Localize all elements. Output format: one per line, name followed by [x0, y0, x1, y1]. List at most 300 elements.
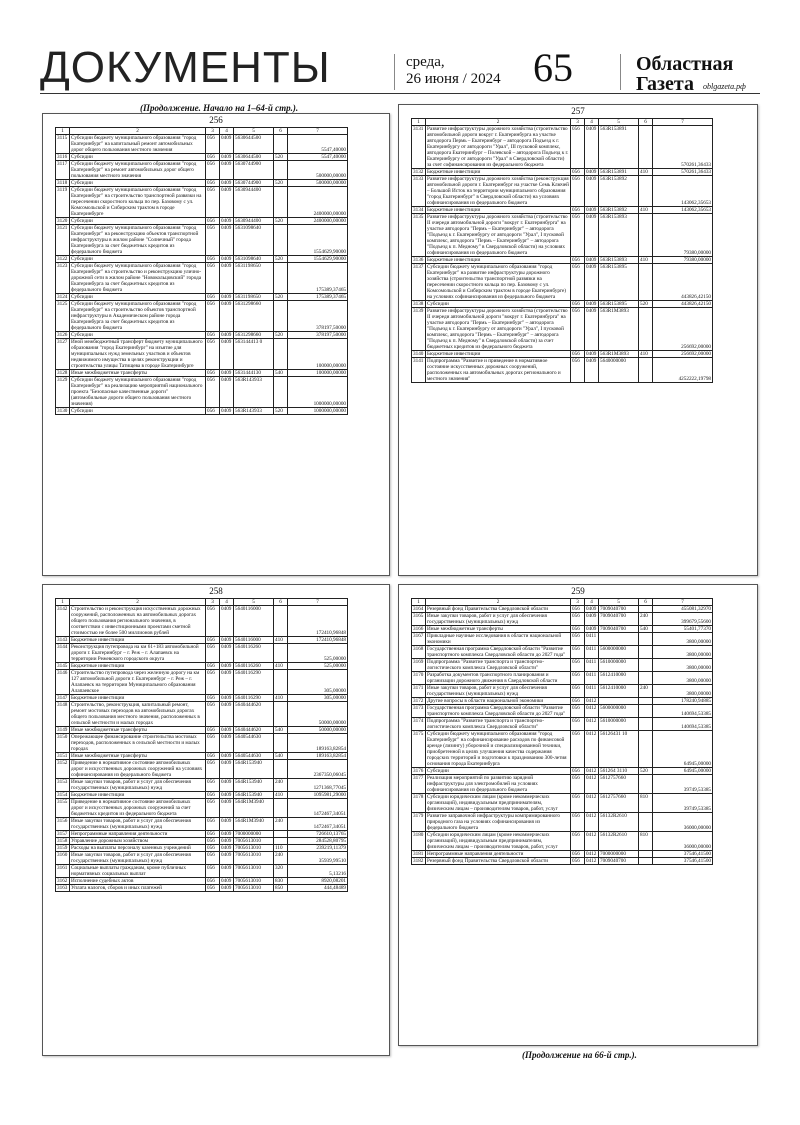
amount: 1472467,34051: [288, 799, 348, 818]
amount: 4252222,19798: [653, 358, 713, 383]
expense-type-code: [274, 799, 288, 818]
expense-type-code: 410: [639, 207, 653, 214]
row-description: Иные закупки товаров, работ и услуг для обеспечения государственных (муниципальных) нужд: [70, 852, 206, 865]
ministry-code: 056: [206, 339, 220, 370]
target-code: 5640116260: [234, 663, 274, 670]
amount: 37546,41500: [653, 851, 713, 858]
ministry-code: 056: [571, 813, 585, 832]
row-number: 3130: [56, 408, 70, 415]
table-row: [412, 775, 713, 794]
target-code: 5640116000: [234, 606, 274, 637]
row-number: 3151: [56, 753, 70, 760]
row-number: 3161: [56, 865, 70, 878]
table-row: [412, 768, 713, 775]
section-code: 0412: [585, 813, 599, 832]
table-row: [56, 180, 348, 187]
ministry-code: 056: [571, 832, 585, 851]
section-code: 0409: [585, 308, 599, 351]
table-row: [56, 845, 348, 852]
row-description: Развитие инфраструктуры дорожного хозяйства (строительство автомобильной дороги вокруг г. Екатеринбурга на участке автодорога Пермь – Екатеринбург – автодорога Подъезд к г. Екатеринбургу от автодороги "Урал", III пусковой комплекс, автодорога Екатеринбург – Полевской – автодорога Подъезд к г. Екатеринбургу от автодороги "Урал" в Свердловской области) за счет софинансирования из федерального бюджета: [426, 126, 571, 169]
ministry-code: 056: [206, 818, 220, 831]
row-description: Иные межбюджетные трансферты: [70, 727, 206, 734]
table-row: [56, 663, 348, 670]
row-number: 3134: [412, 207, 426, 214]
section-code: 0409: [220, 225, 234, 256]
section-code: 0409: [220, 161, 234, 180]
table-row: [56, 377, 348, 408]
expense-type-code: 520: [274, 408, 288, 415]
row-number: 3180: [412, 832, 426, 851]
row-number: 3177: [412, 775, 426, 794]
row-number: 3172: [412, 698, 426, 705]
target-code: 5631444130: [234, 370, 274, 377]
ministry-code: 056: [206, 838, 220, 845]
ministry-code: 056: [206, 865, 220, 878]
amount: 378197,50000: [288, 332, 348, 339]
expense-type-code: [639, 646, 653, 659]
expense-type-code: 520: [274, 154, 288, 161]
amount: 172410,96848: [288, 637, 348, 644]
panel-page-number: 256: [209, 115, 223, 125]
ministry-code: 056: [206, 377, 220, 408]
expense-type-code: 850: [274, 885, 288, 892]
target-code: 7005613010: [234, 845, 274, 852]
row-description: Субсидии бюджету муниципального образования "город Екатеринбург" на реализацию мероприятий национального проекта "Безопасные качественные дороги" (автомобильные дороги общего пользования местного значения): [70, 377, 206, 408]
target-code: 7000000000: [599, 851, 639, 858]
ministry-code: 056: [206, 606, 220, 637]
section-code: 0409: [220, 734, 234, 753]
expense-type-code: [639, 813, 653, 832]
column-header: 5: [234, 599, 274, 606]
amount: 39749,53385: [653, 794, 713, 813]
expense-type-code: [274, 702, 288, 727]
row-description: Иные закупки товаров, работ и услуг для обеспечения государственных (муниципальных) нужд: [426, 685, 571, 698]
section-code: 0412: [585, 698, 599, 705]
target-code: [599, 633, 639, 646]
ministry-code: 056: [206, 408, 220, 415]
ministry-code: 056: [571, 685, 585, 698]
target-code: 5630944400: [234, 187, 274, 218]
row-description: Иные закупки товаров, работ и услуг для обеспечения государственных (муниципальных) нужд: [70, 818, 206, 831]
table-row: [412, 126, 713, 169]
target-code: 5640000000: [599, 358, 639, 383]
section-code: 0412: [585, 731, 599, 768]
target-code: 5640444620: [234, 702, 274, 727]
ministry-code: 056: [206, 370, 220, 377]
expense-type-code: 540: [274, 727, 288, 734]
amount: 1000000,00000: [288, 408, 348, 415]
table-header-row: [56, 128, 348, 135]
row-number: 3138: [412, 301, 426, 308]
target-code: 563R153891: [599, 126, 639, 169]
amount: 36000,00000: [653, 832, 713, 851]
row-description: Опережающее финансирование строительства мостовых переходов, расположенных в сельской местности и малых городах: [70, 734, 206, 753]
expense-type-code: [274, 301, 288, 332]
row-description: Прикладные научные исследования в области национальной экономики: [426, 633, 571, 646]
table-row: [412, 672, 713, 685]
table-row: [56, 792, 348, 799]
row-number: 3181: [412, 851, 426, 858]
section-code: 0411: [585, 685, 599, 698]
column-header: 4: [585, 599, 599, 606]
amount: 55401,77370: [653, 626, 713, 633]
section-code: 0409: [220, 878, 234, 885]
ministry-code: 056: [206, 332, 220, 339]
row-description: Субсидии бюджету муниципального образования "город Екатеринбург" на капитальный ремонт автомобильных дорог общего пользования местного значения: [70, 135, 206, 154]
expense-type-code: 540: [274, 370, 288, 377]
amount: 525,00000: [288, 644, 348, 663]
target-code: 7000000000: [234, 831, 274, 838]
ministry-code: 056: [571, 176, 585, 207]
row-description: Подпрограмма "Развитие транспорта и транспортно-логистического комплекса Свердловской области": [426, 718, 571, 731]
ministry-code: 056: [206, 218, 220, 225]
amount: 256692,00000: [653, 351, 713, 358]
section-code: 0409: [220, 294, 234, 301]
row-description: Резервный фонд Правительства Свердловской области: [426, 606, 571, 613]
table-row: [412, 633, 713, 646]
target-code: 5612410000: [599, 672, 639, 685]
section-code: 0409: [220, 187, 234, 218]
target-code: 7005613010: [234, 852, 274, 865]
target-code: [599, 698, 639, 705]
target-code: 5610000000: [599, 718, 639, 731]
row-description: Другие вопросы в области национальной экономики: [426, 698, 571, 705]
amount: 79380,00000: [653, 257, 713, 264]
ministry-code: 056: [206, 263, 220, 294]
target-code: 5640116290: [234, 695, 274, 702]
amount: 100000,00000: [288, 339, 348, 370]
section-code: 0409: [220, 606, 234, 637]
row-description: Разработка документов транспортного планирования и организации дорожного движения в Свердловской области: [426, 672, 571, 685]
table-row: [412, 659, 713, 672]
row-description: Субсидии: [70, 408, 206, 415]
target-code: 7009040700: [599, 606, 639, 613]
row-description: Непрограммные направления деятельности: [70, 831, 206, 838]
row-number: 3146: [56, 670, 70, 695]
newspaper-site: oblgazeta.рф: [703, 82, 746, 91]
row-description: Субсидии: [70, 218, 206, 225]
table-row: [56, 734, 348, 753]
target-code: 5640116000: [234, 637, 274, 644]
section-code: 0409: [220, 218, 234, 225]
row-number: 3115: [56, 135, 70, 154]
amount: 5547,40000: [288, 135, 348, 154]
section-code: 0409: [220, 637, 234, 644]
amount: 37546,41500: [653, 858, 713, 865]
expense-type-code: 240: [274, 818, 288, 831]
row-number: 3126: [56, 332, 70, 339]
table-row: [412, 718, 713, 731]
row-description: Приведение в нормативное состояние автомобильных дорог и искусственных дорожных сооружений на условиях софинансирования из федерального бюджета: [70, 760, 206, 779]
row-description: Иные межбюджетные трансферты: [426, 626, 571, 633]
table-row: [56, 263, 348, 294]
target-code: 563R153893: [599, 214, 639, 257]
expense-type-code: [639, 705, 653, 718]
continued-from-note: (Продолжение. Начало на 1–64-й стр.).: [140, 103, 299, 113]
ministry-code: 056: [206, 161, 220, 180]
section-code: 0412: [585, 705, 599, 718]
row-number: 3168: [412, 646, 426, 659]
row-description: Приведение в нормативное состояние автомобильных дорог и искусственных дорожных сооружений за счет бюджетных кредитов из федерального бюджета: [70, 799, 206, 818]
row-description: Иные межбюджетные трансферты: [70, 753, 206, 760]
row-description: Субсидии юридическим лицам (кроме некоммерческих организаций), индивидуальным предпринимателям, физическим лицам – производителям товаров, работ, услуг: [426, 832, 571, 851]
ministry-code: 056: [206, 760, 220, 779]
target-code: 563R143933: [234, 377, 274, 408]
target-code: 5640544630: [234, 734, 274, 753]
expense-type-code: [274, 760, 288, 779]
row-description: Развитие заправочной инфраструктуры компримированного природного газа на условиях софинансирования из федерального бюджета: [426, 813, 571, 832]
amount: 305,00000: [288, 670, 348, 695]
section-code: 0409: [220, 644, 234, 663]
ministry-code: 056: [206, 225, 220, 256]
row-description: Реконструкция путепровода на км 61+183 автомобильной дороги г. Екатеринбург – г. Реж – г. Алапаевск на территории Режевского городского округа: [70, 644, 206, 663]
section-code: 0411: [585, 633, 599, 646]
row-description: Строительство и реконструкция искусственных дорожных сооружений, расположенных на автомобильных дорогах общего пользования регионального значения, в соответствии с инвестиционными проектами сметной стоимостью не более 500 миллионов рублей: [70, 606, 206, 637]
table-row: [56, 885, 348, 892]
row-description: Бюджетные инвестиции: [70, 695, 206, 702]
table-row: [56, 339, 348, 370]
ministry-code: 056: [206, 301, 220, 332]
row-number: 3128: [56, 370, 70, 377]
table-row: [56, 852, 348, 865]
ministry-code: 056: [206, 779, 220, 792]
row-number: 3164: [412, 606, 426, 613]
row-description: Субсидии бюджету муниципального образования "город Екатеринбург" на строительство объектов транспортной инфраструктуры в Академическом районе города Екатеринбурга за счет бюджетных кредитов из федерального бюджета: [70, 301, 206, 332]
table-row: [412, 705, 713, 718]
section-code: 0409: [220, 852, 234, 865]
target-code: 5640444620: [234, 727, 274, 734]
target-code: 564R1M3940: [234, 799, 274, 818]
table-row: [56, 370, 348, 377]
amount: 378197,50000: [288, 301, 348, 332]
amount: 2400000,00000: [288, 187, 348, 218]
expense-type-code: 520: [274, 332, 288, 339]
ministry-code: 056: [571, 613, 585, 626]
amount: 1554629,90000: [288, 256, 348, 263]
column-header: 2: [426, 599, 571, 606]
amount: 140694,53385: [653, 705, 713, 718]
table-row: [412, 606, 713, 613]
ministry-code: 056: [206, 256, 220, 263]
row-number: 3135: [412, 214, 426, 257]
column-header: 3: [571, 599, 585, 606]
table-panel-258: [42, 584, 390, 1056]
row-description: Строительство путепровода через железную дорогу на км 127 автомобильной дороги г. Екатеринбург – г. Реж – г. Алапаевск на территории Муниципального образования Алапаевское: [70, 670, 206, 695]
amount: 100000,00000: [288, 370, 348, 377]
expense-type-code: 540: [639, 626, 653, 633]
ministry-code: 056: [571, 633, 585, 646]
expense-type-code: 410: [639, 169, 653, 176]
ministry-code: 056: [206, 154, 220, 161]
row-description: Субсидии юридическим лицам (кроме некоммерческих организаций), индивидуальным предпринимателям, физическим лицам – производителям товаров, работ, услуг: [426, 794, 571, 813]
row-description: Непрограммные направления деятельности: [426, 851, 571, 858]
section-code: 0409: [585, 169, 599, 176]
table-row: [412, 832, 713, 851]
ministry-code: 056: [571, 659, 585, 672]
expense-type-code: [639, 698, 653, 705]
section-code: 0411: [585, 646, 599, 659]
target-code: 5610000000: [599, 659, 639, 672]
row-description: Подпрограмма "Развитие и приведение в нормативное состояние искусственных дорожных сооружений, расположенных на автомобильных дорогах регионального и местного значения": [426, 358, 571, 383]
expense-type-code: 520: [274, 218, 288, 225]
ministry-code: 056: [206, 852, 220, 865]
column-header: 3: [206, 128, 220, 135]
amount: 50000,00000: [288, 702, 348, 727]
section-code: 0409: [585, 613, 599, 626]
column-header: 5: [599, 599, 639, 606]
ministry-code: 056: [206, 885, 220, 892]
table-row: [56, 831, 348, 838]
ministry-code: 056: [206, 695, 220, 702]
column-header: 4: [220, 128, 234, 135]
amount: 525,00000: [288, 663, 348, 670]
ministry-code: 056: [571, 351, 585, 358]
expense-type-code: [639, 606, 653, 613]
expense-type-code: [274, 734, 288, 753]
expense-type-code: 410: [274, 695, 288, 702]
target-code: 7009040700: [599, 626, 639, 633]
table-row: [56, 637, 348, 644]
row-number: 3129: [56, 377, 70, 408]
column-header: 5: [234, 128, 274, 135]
expense-type-code: [274, 187, 288, 218]
table-row: [56, 878, 348, 885]
column-header: 6: [639, 599, 653, 606]
target-code: 5630744900: [234, 180, 274, 187]
table-header-row: [412, 599, 713, 606]
expense-type-code: 410: [274, 637, 288, 644]
amount: 443826,42150: [653, 264, 713, 301]
amount: 175389,37465: [288, 263, 348, 294]
row-number: 3167: [412, 633, 426, 646]
ministry-code: 056: [571, 768, 585, 775]
ministry-code: 056: [571, 207, 585, 214]
row-description: Бюджетные инвестиции: [70, 637, 206, 644]
target-code: 7005613010: [234, 878, 274, 885]
amount: 399679,55600: [653, 613, 713, 626]
expense-type-code: [639, 214, 653, 257]
row-description: Субсидии бюджету муниципального образования "город Екатеринбург" на строительство и реконструкцию улично-дорожной сети в жилом районе "Новокольцовский" города Екатеринбурга за счет бюджетных кредитов из федерального бюджета: [70, 263, 206, 294]
section-code: 0409: [220, 301, 234, 332]
row-number: 3169: [412, 659, 426, 672]
amount: 256692,00000: [653, 308, 713, 351]
row-number: 3133: [412, 176, 426, 207]
section-code: 0409: [220, 332, 234, 339]
ministry-code: 056: [571, 606, 585, 613]
section-code: 0412: [585, 851, 599, 858]
row-description: Бюджетные инвестиции: [70, 663, 206, 670]
table-row: [56, 135, 348, 154]
ministry-code: 056: [571, 257, 585, 264]
amount: 570261,36433: [653, 126, 713, 169]
table-row: [412, 214, 713, 257]
row-number: 3150: [56, 734, 70, 753]
section-code: 0409: [220, 663, 234, 670]
table-row: [56, 332, 348, 339]
ministry-code: 056: [571, 358, 585, 383]
expense-type-code: 810: [639, 832, 653, 851]
column-header: 6: [274, 599, 288, 606]
target-code: 563R153895: [599, 264, 639, 301]
row-number: 3124: [56, 294, 70, 301]
target-code: 5640544630: [234, 753, 274, 760]
table-row: [56, 187, 348, 218]
row-number: 3117: [56, 161, 70, 180]
section-code: 0409: [585, 626, 599, 633]
section-code: 0409: [220, 779, 234, 792]
row-number: 3173: [412, 705, 426, 718]
row-number: 3142: [56, 606, 70, 637]
amount: 64945,00000: [653, 768, 713, 775]
amount: 143062,35653: [653, 207, 713, 214]
ministry-code: 056: [571, 646, 585, 659]
target-code: 7005613010: [234, 838, 274, 845]
section-code: 0409: [220, 760, 234, 779]
row-description: Субсидии: [70, 294, 206, 301]
expense-type-code: 520: [274, 256, 288, 263]
amount: 5547,40000: [288, 154, 348, 161]
row-description: Бюджетные инвестиции: [426, 207, 571, 214]
row-number: 3163: [56, 885, 70, 892]
row-number: 3162: [56, 878, 70, 885]
expense-type-code: [639, 672, 653, 685]
table-panel-257: [398, 104, 758, 576]
target-code: 563144413 0: [234, 339, 274, 370]
row-number: 3154: [56, 792, 70, 799]
table-row: [56, 727, 348, 734]
expense-type-code: 540: [274, 753, 288, 760]
section-code: 0409: [220, 885, 234, 892]
table-row: [56, 225, 348, 256]
ministry-code: 056: [206, 180, 220, 187]
expense-type-code: 410: [639, 351, 653, 358]
row-number: 3145: [56, 663, 70, 670]
column-header: 2: [426, 119, 571, 126]
amount: 172410,96848: [288, 606, 348, 637]
amount: 239219,11379: [288, 845, 348, 852]
expense-type-code: [639, 851, 653, 858]
ministry-code: 056: [206, 878, 220, 885]
row-number: 3158: [56, 838, 70, 845]
section-code: 0409: [220, 670, 234, 695]
target-code: 564R153940: [234, 760, 274, 779]
amount: 3800,00000: [653, 633, 713, 646]
amount: 2367350,06045: [288, 760, 348, 779]
section-code: 0409: [220, 154, 234, 161]
table-row: [412, 169, 713, 176]
row-description: Резервный фонд Правительства Свердловской области: [426, 858, 571, 865]
row-description: Иные закупки товаров, работ и услуг для обеспечения государственных (муниципальных) нужд: [70, 779, 206, 792]
row-number: 3174: [412, 718, 426, 731]
row-description: Уплата налогов, сборов и иных платежей: [70, 885, 206, 892]
table-row: [412, 851, 713, 858]
target-code: 5631298660: [234, 301, 274, 332]
column-header: 6: [639, 119, 653, 126]
ministry-code: 056: [206, 792, 220, 799]
expense-type-code: [639, 858, 653, 865]
table-row: [56, 256, 348, 263]
amount: 3800,00000: [653, 659, 713, 672]
amount: 3800,00000: [653, 646, 713, 659]
section-code: 0409: [220, 370, 234, 377]
ministry-code: 056: [571, 626, 585, 633]
expense-type-code: [274, 670, 288, 695]
section-code: 0409: [585, 126, 599, 169]
target-code: 5612410000: [599, 685, 639, 698]
section-code: 0409: [585, 358, 599, 383]
section-code: 0409: [220, 831, 234, 838]
newspaper-name-line2: Газета: [636, 73, 694, 95]
